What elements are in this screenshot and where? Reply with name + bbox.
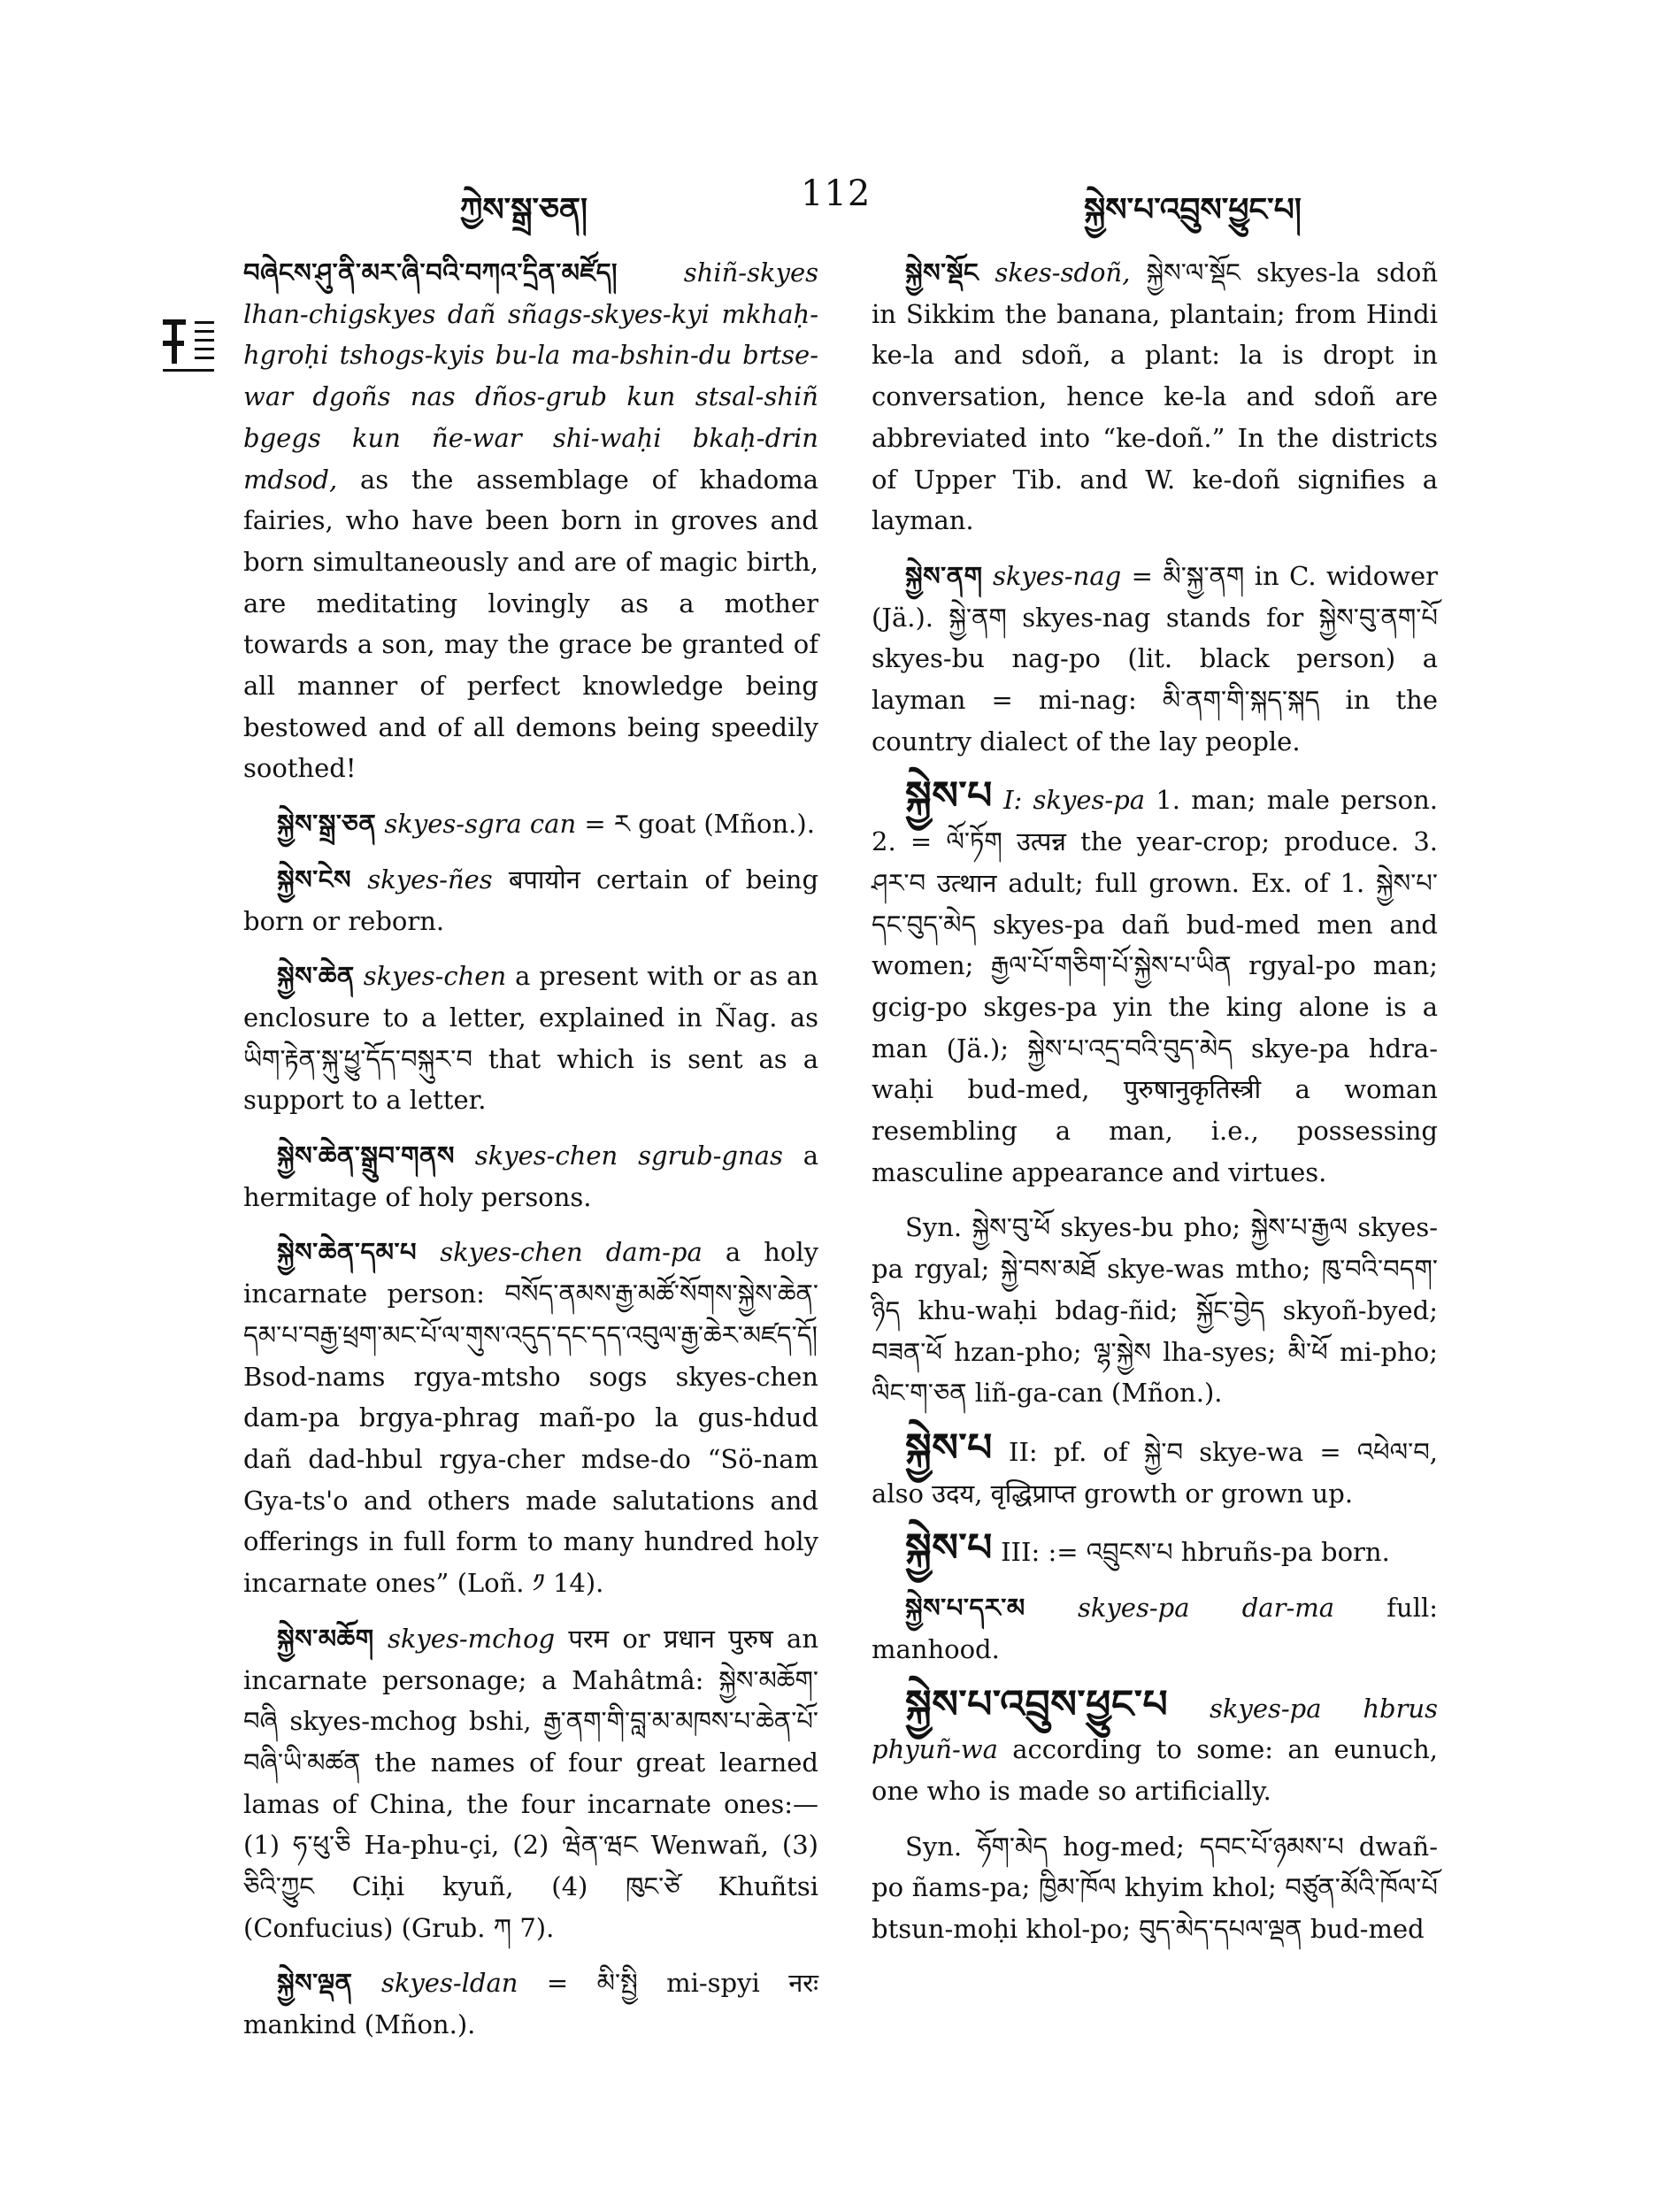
entry-tibetan: སྐྱེས་ཆེན་སྒྲུབ་གནས bbox=[277, 1141, 455, 1171]
header-left-headword: ཀྱེས་སྒྲ་ཅན། bbox=[460, 191, 588, 228]
entry-definition: बपायोन certain of being born or reborn. bbox=[243, 864, 819, 936]
entry-tibetan: སྐྱེས་ངེས bbox=[277, 864, 352, 895]
entry-tibetan: བཞེངས་ཤུ་ནི་མར་ཞི་བའི་བཀའ་དྲིན་མཛོད། bbox=[243, 257, 618, 288]
entry-transliteration: skyes-sgra can bbox=[384, 809, 577, 840]
entry-tibetan: སྐྱེས་ཆེན་དམ་པ bbox=[277, 1237, 418, 1268]
entry-tibetan: སྐྱེས་ནག bbox=[905, 560, 983, 591]
entry-definition: སྐྱེས་བུ་ཕོ skyes-bu pho; སྐྱེས་པ་རྒྱལ skyes-pa rgyal; སྐྱེ་བས་མཐོ skye-was mtho; ཁུ་བའི་བདག་ཉིད khu-waḥi bdag-ñid; སྐྱོང་བྱེད skyoñ-byed; བཟན་ཕོ hzan-pho; ལྷ་སྐྱེས lha-syes; མི་ཕོ mi-pho; ལིང་ག་ཅན liñ-ga-can (Mñon.). bbox=[872, 1212, 1439, 1409]
entry-tibetan: སྐྱེས་སྒྲ་ཅན bbox=[277, 809, 377, 840]
entry-numeral: II: bbox=[1009, 1436, 1038, 1467]
dictionary-entry bbox=[872, 1587, 1438, 1670]
entry-definition: = ར goat (Mñon.). bbox=[584, 809, 815, 840]
dictionary-entry bbox=[872, 1207, 1438, 1414]
dictionary-entry bbox=[243, 859, 818, 941]
page-header bbox=[0, 173, 1659, 227]
entry-tibetan: སྐྱེས་ལྡན bbox=[277, 1968, 353, 1999]
entry-transliteration: skyes-ñes bbox=[367, 864, 493, 895]
entry-definition: pf. of སྐྱེ་བ skye-wa = འཕེལ་བ, also उदय, वृद्धिप्राप्त growth or grown up. bbox=[872, 1436, 1438, 1509]
entry-transliteration: skyes-chen bbox=[363, 961, 507, 992]
entry-transliteration: skes-sdoñ, bbox=[995, 257, 1131, 288]
entry-definition: परम or प्रधान पुरुष an incarnate personage; a Mahâtmâ: སྐྱེས་མཆོག་བཞི skyes-mchog bshi, རྒྱ་ནག་གི་བླ་མ་མཁས་པ་ཆེན་པོ་བཞི་ཡི་མཚན the names of four great learned lamas of China, the four incarnate ones:—(1) ཧ་ཕུ་ཅི Ha-phu-çi, (2) ཝེན་ཝང Wenwañ, (3) ཅིའི་ཀྱུང Ciḥi kyuñ, (4) ཁུང་ཙེ Khuñtsi (Confucius) (Grub. ཀ 7). bbox=[243, 1623, 819, 1943]
dictionary-entry bbox=[872, 1681, 1439, 1812]
entry-tibetan: སྐྱེས་པ bbox=[905, 1525, 993, 1571]
entry-numeral: III: bbox=[1001, 1537, 1041, 1568]
entry-tibetan: སྐྱེས་པ་དར་མ bbox=[905, 1593, 1025, 1624]
entry-definition: full: manhood. bbox=[872, 1593, 1439, 1664]
dictionary-entry bbox=[872, 252, 1438, 541]
dictionary-entry bbox=[243, 1232, 818, 1603]
entry-definition: = མི་སྤྱི mi-spyi नरः mankind (Mñon.). bbox=[243, 1968, 819, 2040]
entry-transliteration: skyes-chen dam-pa bbox=[440, 1237, 703, 1268]
dictionary-entry bbox=[872, 1525, 1438, 1573]
entry-definition: a hermitage of holy persons. bbox=[243, 1141, 818, 1212]
header-right-headword: སྐྱེས་པ་འབྲུས་ཕྱུང་པ། bbox=[1084, 191, 1302, 228]
dictionary-entry bbox=[243, 1618, 818, 1949]
entry-tibetan: སྐྱེས་ཆེན bbox=[277, 961, 355, 992]
entry-transliteration: skyes-pa dar-ma bbox=[1077, 1593, 1335, 1624]
entry-definition: = མི་སྐྱ་ནག in C. widower (Jä.). སྐྱེ་ནག skyes-nag stands for སྐྱེས་བུ་ནག་པོ skyes-bu nag-po (lit. black person) a layman = mi-nag: མི་ནག་གི་སྐད་སྐད in the country dialect of the lay people. bbox=[872, 560, 1438, 757]
dictionary-entry bbox=[872, 773, 1438, 1193]
dictionary-entry bbox=[872, 1826, 1438, 1950]
right-column bbox=[872, 252, 1438, 1964]
entry-transliteration: shiñ-skyes lhan-chigskyes dañ sñags-skyes-kyi mkhaḥ-hgroḥi tshogs-kyis bu-la ma-bshin-du brtse-war dgoñs nas dños-grub kun stsal-shiñ bgegs kun ñe-war shi-waḥi bkaḥ-drin mdsod, bbox=[243, 257, 818, 495]
entry-transliteration: skyes-chen sgrub-gnas bbox=[474, 1141, 783, 1171]
entry-definition: a present with or as an enclosure to a letter, explained in Ñag. as ཡིག་རྟེན་སྐུ་ཕྱུ་དོད་བསྐུར་བ that which is sent as a support to a letter. bbox=[243, 961, 818, 1116]
entry-label: Syn. bbox=[905, 1831, 963, 1862]
entry-transliteration: I: skyes-pa bbox=[1003, 785, 1146, 816]
entry-transliteration: skyes-pa hbrus phyuñ-wa bbox=[872, 1693, 1438, 1765]
entry-definition: as the assemblage of khadoma fairies, who have been born in groves and born simultaneously and are of magic birth, are meditating lovingly as a mother towards a son, may the grace be granted of all manner of perfect knowledge being bestowed and of all demons being speedily soothed! bbox=[243, 464, 819, 784]
entry-tibetan: སྐྱེས་པ bbox=[905, 773, 993, 819]
dictionary-entry bbox=[243, 252, 818, 789]
entry-transliteration: skyes-mchog bbox=[387, 1623, 556, 1654]
page-number: 112 bbox=[801, 173, 872, 214]
entry-tibetan: སྐྱེས་མཆོག bbox=[277, 1623, 374, 1654]
dictionary-entry bbox=[243, 803, 818, 845]
entry-tibetan: སྐྱེས་སྡོང bbox=[905, 257, 979, 288]
dictionary-entry bbox=[872, 1425, 1438, 1514]
entry-tibetan: སྐྱེས་པ bbox=[905, 1425, 993, 1471]
entry-transliteration: skyes-ldan bbox=[380, 1968, 518, 1999]
entry-definition: a holy incarnate person: བསོད་ནམས་རྒྱ་མཚོ་སོགས་སྐྱེས་ཆེན་དམ་པ་བརྒྱ་ཕྲག་མང་པོ་ལ་གུས་འདུད་དང་དད་འབུལ་རྒྱ་ཆེར་མཛད་དོ། Bsod-nams rgya-mtsho sogs skyes-chen dam-pa brgya-phrag mañ-po la gus-hdud dañ dad-hbul rgya-cher mdse-do “Sö-nam Gya-ts'o and others made salutations and offerings in full form to many hundred holy incarnate ones” (Loñ. ༡ 14). bbox=[243, 1237, 819, 1599]
entry-tibetan: སྐྱེས་པ་འབྲུས་ཕྱུང་པ bbox=[905, 1681, 1169, 1727]
section-letter-icon bbox=[159, 314, 221, 380]
dictionary-entry bbox=[243, 1962, 818, 2045]
dictionary-entry bbox=[243, 956, 818, 1121]
entry-definition: := འབྲུངས་པ hbruñs-pa born. bbox=[1048, 1537, 1390, 1568]
left-column bbox=[243, 252, 818, 2060]
entry-transliteration: skyes-nag bbox=[992, 560, 1122, 591]
dictionary-entry bbox=[872, 556, 1438, 763]
entry-definition: 1. man; male person. 2. = ལོ་ཏོག उत्पन्न the year-crop; produce. 3. ཤར་བ उत्थान adult; full grown. Ex. of 1. སྐྱེས་པ་དང་བུད་མེད skyes-pa dañ bud-med men and women; རྒྱལ་པོ་གཅིག་པོ་སྐྱེས་པ་ཡིན rgyal-po man; gcig-po skges-pa yin the king alone is a man (Jä.); སྐྱེས་པ་འདྲ་བའི་བུད་མེད skye-pa hdra-waḥi bud-med, पुरुषानुकृतिस्त्री a woman resembling a man, i.e., possessing masculine appearance and virtues. bbox=[872, 785, 1438, 1187]
entry-definition: སྐྱེས་ལ་སྡོང skyes-la sdoñ in Sikkim the banana, plantain; from Hindi ke-la and sdoñ, a plant: la is dropt in conversation, hence ke-la and sdoñ are abbreviated into “ke-doñ.” In the districts of Upper Tib. and W. ke-doñ signifies a layman. bbox=[872, 257, 1438, 536]
dictionary-entry bbox=[243, 1135, 818, 1217]
entry-definition: ཧོག་མེད hog-med; དབང་པོ་ཉམས་པ dwañ-po ñams-pa; ཁྱིམ་ཁོལ khyim khol; བཙུན་མོའི་ཁོལ་པོ btsun-moḥi khol-po; བུད་མེད་དཔལ་ལྡན bud-med bbox=[872, 1831, 1439, 1945]
entry-label: Syn. bbox=[905, 1212, 963, 1243]
entry-definition: according to some: an eunuch, one who is made so artificially. bbox=[872, 1734, 1439, 1806]
